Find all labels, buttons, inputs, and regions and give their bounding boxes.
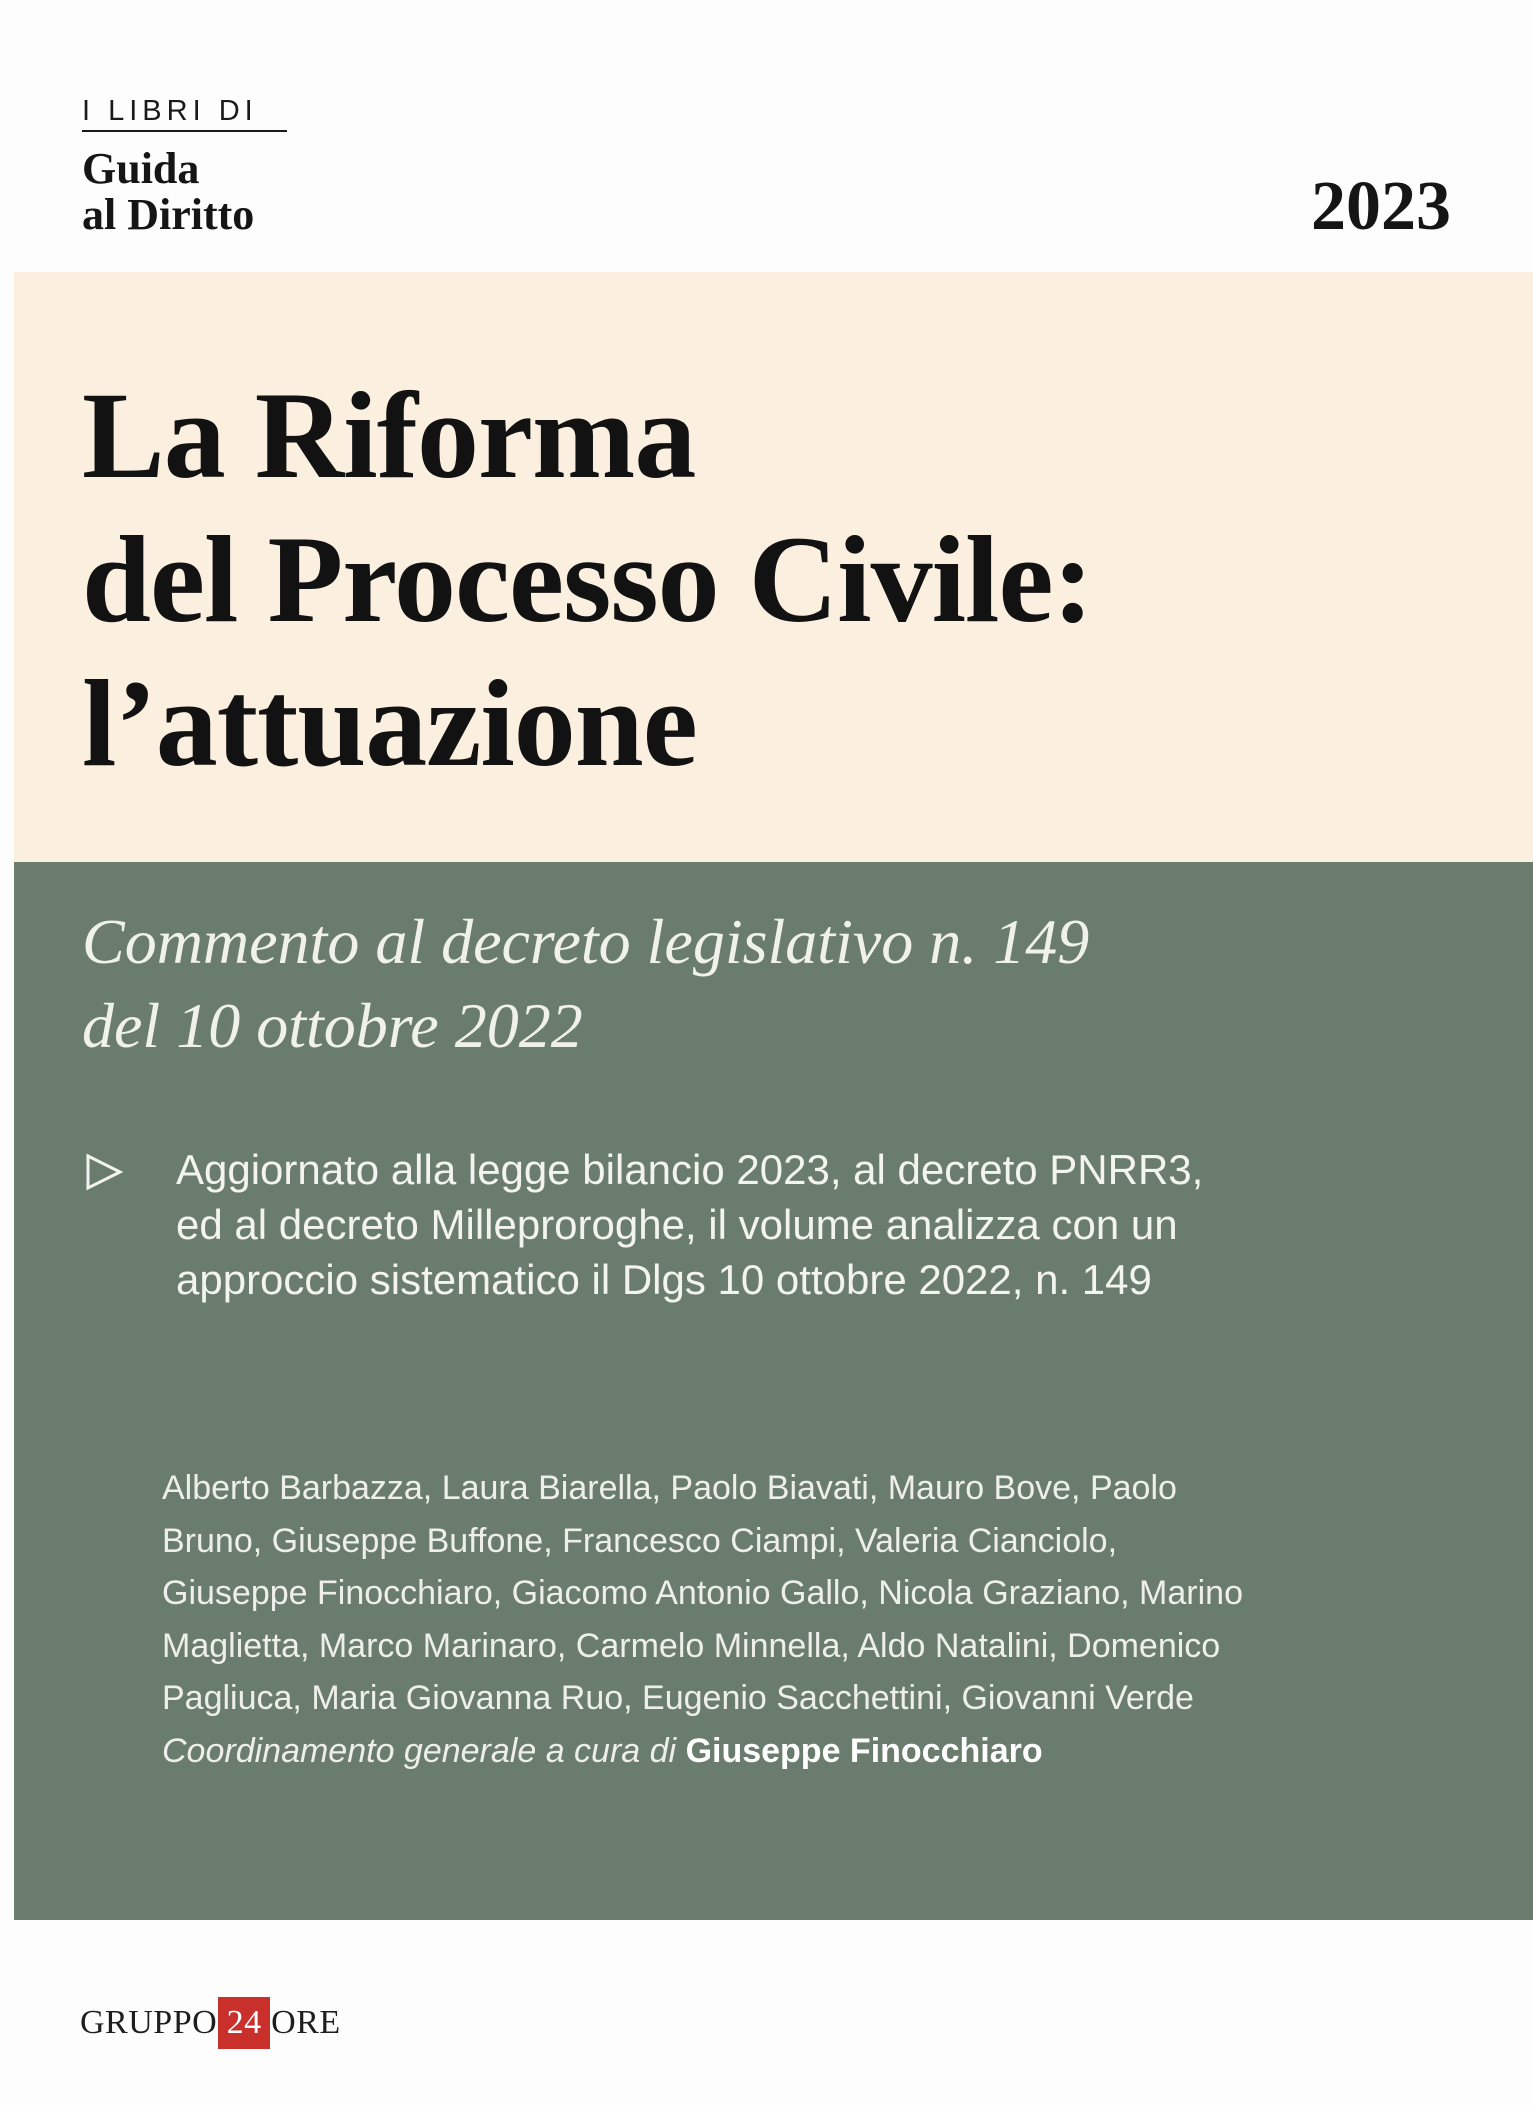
description-line: ed al decreto Milleproroghe, il volume analizza con un: [176, 1201, 1178, 1248]
publisher-logo: [80, 1998, 341, 2048]
series-title-line: al Diritto: [82, 190, 255, 239]
content-band: [14, 862, 1533, 1920]
description-line: Aggiornato alla legge bilancio 2023, al decreto PNRR3,: [176, 1146, 1204, 1193]
authors-list: [162, 1462, 1502, 1777]
series-header: [82, 96, 287, 238]
series-label: I LIBRI DI: [82, 96, 287, 132]
description-text: [176, 1142, 1496, 1307]
series-title: [82, 146, 287, 238]
book-title-line: La Riforma: [82, 367, 696, 504]
authors-line: Bruno, Giuseppe Buffone, Francesco Ciampi, Valeria Cianciolo,: [162, 1521, 1118, 1560]
book-title-line: l’attuazione: [82, 655, 697, 792]
coordination-prefix: Coordinamento generale a cura di: [162, 1731, 677, 1770]
title-band: [14, 272, 1533, 862]
subtitle-line: Commento al decreto legislativo n. 149: [82, 906, 1090, 977]
coordinator-name: Giuseppe Finocchiaro: [685, 1731, 1043, 1770]
book-title-line: del Processo Civile:: [82, 511, 1093, 648]
publisher-name-part: ORE: [271, 2004, 341, 2041]
authors-line: Giuseppe Finocchiaro, Giacomo Antonio Gallo, Nicola Graziano, Marino: [162, 1574, 1243, 1612]
publisher-logo-box: 24: [218, 1997, 270, 2049]
book-subtitle: [82, 900, 1482, 1068]
publisher-name-part: GRUPPO: [80, 2004, 218, 2041]
subtitle-line: del 10 ottobre 2022: [82, 990, 583, 1061]
description-line: approccio sistematico il Dlgs 10 ottobre 2022, n. 149: [176, 1256, 1152, 1303]
book-title: [82, 364, 1502, 796]
coordination-line: [162, 1725, 1502, 1778]
authors-line: Pagliuca, Maria Giovanna Ruo, Eugenio Sacchettini, Giovanni Verde: [162, 1679, 1194, 1717]
series-title-line: Guida: [82, 144, 200, 193]
authors-line: Maglietta, Marco Marinaro, Carmelo Minnella, Aldo Natalini, Domenico: [162, 1626, 1221, 1665]
edition-year: 2023: [1311, 168, 1451, 245]
triangle-right-outline-icon: [84, 1152, 124, 1192]
authors-line: Alberto Barbazza, Laura Biarella, Paolo Biavati, Mauro Bove, Paolo: [162, 1469, 1177, 1507]
